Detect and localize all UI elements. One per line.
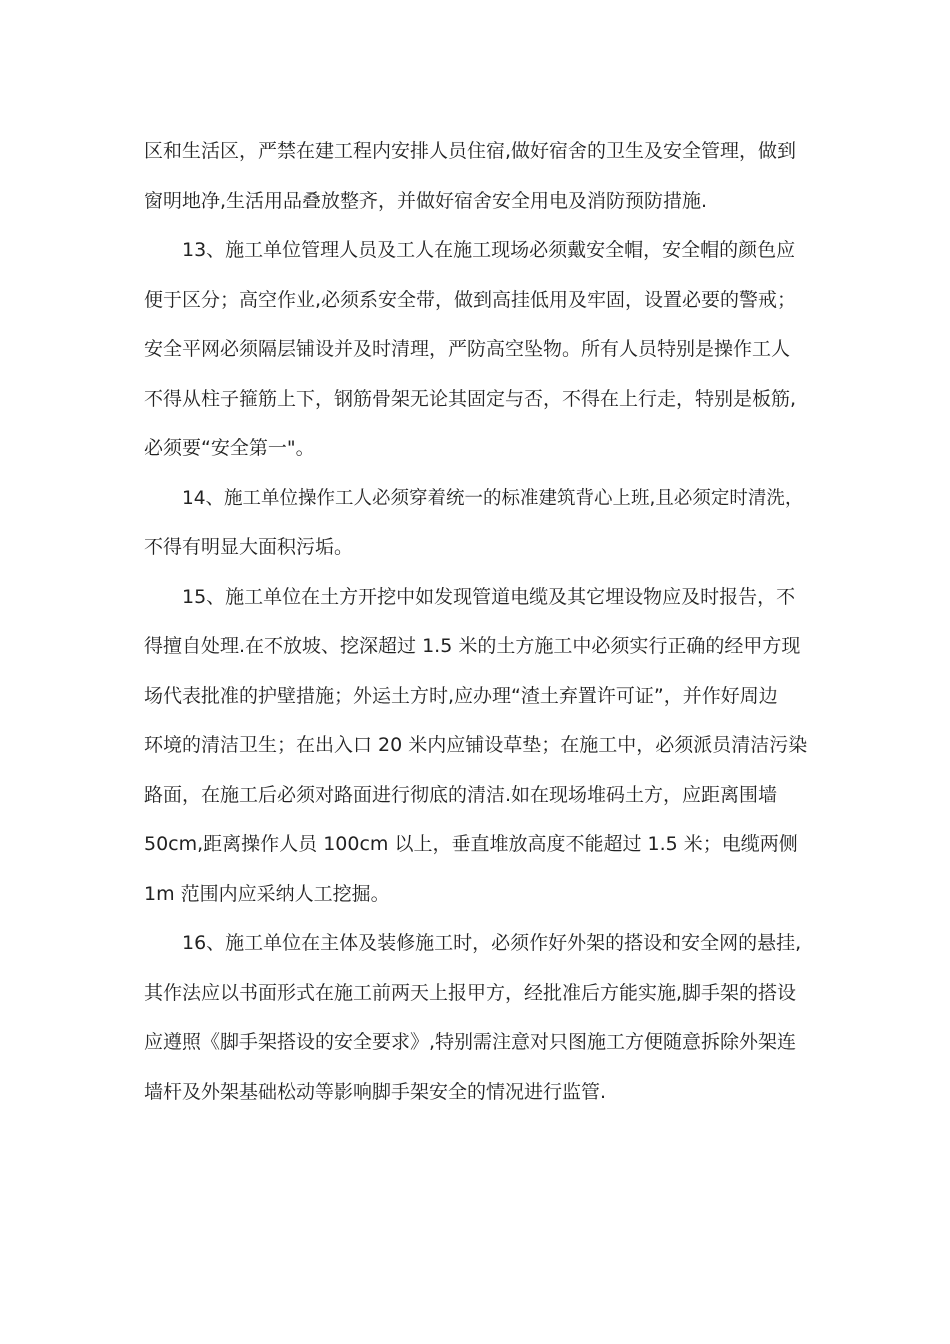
text-line: 区和生活区，严禁在建工程内安排人员住宿,做好宿舍的卫生及安全管理，做到 xyxy=(144,140,797,162)
text-line: 不得从柱子箍筋上下，钢筋骨架无论其固定与否，不得在上行走，特别是板筋, xyxy=(144,387,797,410)
text-line: 不得有明显大面积污垢。 xyxy=(144,536,354,558)
text-line: 安全平网必须隔层铺设并及时清理，严防高空坠物。所有人员特别是操作工人 xyxy=(144,338,791,360)
text-line: 墙杆及外架基础松动等影响脚手架安全的情况进行监管. xyxy=(144,1080,607,1103)
text-line: 其作法应以书面形式在施工前两天上报甲方，经批准后方能实施,脚手架的搭设 xyxy=(144,981,797,1004)
text-line: 必须要“安全第一"。 xyxy=(144,437,315,459)
text-line: 环境的清洁卫生；在出入口 20 米内应铺设草垫；在施工中，必须派员清洁污染 xyxy=(144,734,808,756)
text-line: 场代表批准的护壁措施；外运土方时,应办理“渣土弃置许可证”，并作好周边 xyxy=(144,684,778,707)
paragraph-16-start: 16、施工单位在主体及装修施工时，必须作好外架的搭设和安全网的悬挂, xyxy=(182,932,802,954)
paragraph-14-start: 14、施工单位操作工人必须穿着统一的标准建筑背心上班,且必须定时清洗， xyxy=(182,487,804,509)
text-line: 1m 范围内应采纳人工挖掘。 xyxy=(144,882,390,905)
text-line: 应遵照《脚手架搭设的安全要求》,特别需注意对只图施工方便随意拆除外架连 xyxy=(144,1031,797,1053)
body-text xyxy=(144,127,814,1117)
text-line: 50cm,距离操作人员 100cm 以上，垂直堆放高度不能超过 1.5 米；电缆两侧 xyxy=(144,833,798,855)
text-line: 得擅自处理.在不放坡、挖深超过 1.5 米的土方施工中必须实行正确的经甲方现 xyxy=(144,635,801,657)
text-line: 窗明地净,生活用品叠放整齐，并做好宿舍安全用电及消防预防措施. xyxy=(144,189,708,212)
text-line: 路面，在施工后必须对路面进行彻底的清洁.如在现场堆码土方，应距离围墙 xyxy=(144,783,778,806)
paragraph-15-start: 15、施工单位在土方开挖中如发现管道电缆及其它埋设物应及时报告，不 xyxy=(182,585,796,608)
text-line: 便于区分；高空作业,必须系安全带，做到高挂低用及牢固，设置必要的警戒； xyxy=(144,288,797,311)
paragraph-13-start: 13、施工单位管理人员及工人在施工现场必须戴安全帽，安全帽的颜色应 xyxy=(182,239,796,261)
